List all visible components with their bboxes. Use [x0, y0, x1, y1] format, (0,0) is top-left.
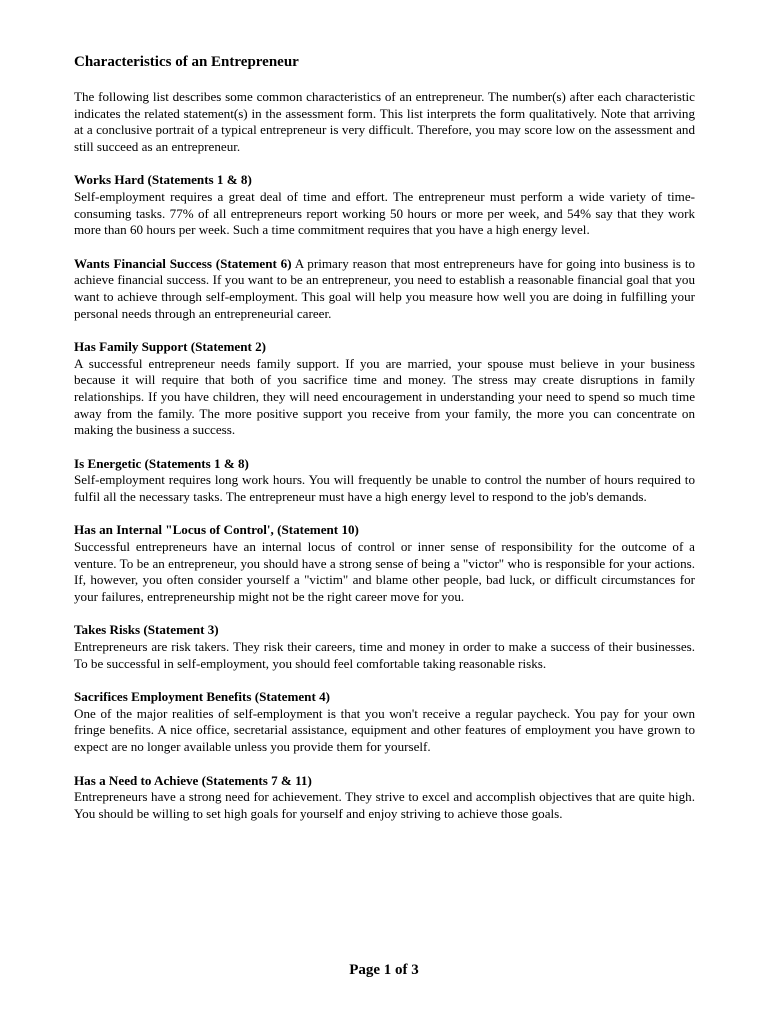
section-body: Self-employment requires a great deal of time and effort. The entrepreneur must perform a wide variety of time-consuming tasks. 77% of all entrepreneurs report working 50 hours or more per week, and 54% say that they work more than 60 hours per week. Such a time commitment requires that you have a high energy level. [74, 188, 695, 238]
section-body: A successful entrepreneur needs family support. If you are married, your spouse must believe in your business because it will require that both of you sacrifice time and money. The stress may create disruptions in family relationships. If you have children, they will need encouragement in understanding your need to spend so much time away from the family. The more positive support you receive from your family, the more you can concentrate on making the business a success. [74, 355, 695, 438]
section-body: Entrepreneurs have a strong need for achievement. They strive to excel and accomplish objectives that are quite high. You should be willing to set high goals for yourself and enjoy striving to achieve those goals. [74, 789, 695, 821]
section-takes-risks [74, 622, 695, 672]
section-family-support [74, 339, 695, 439]
section-locus-of-control [74, 522, 695, 605]
section-heading: Wants Financial Success (Statement 6) [74, 255, 292, 271]
section-body: A primary reason that most entrepreneurs have for going into business is to achieve financial success. If you want to be an entrepreneur, you need to establish a reasonable financial goal that you want to achieve through self-employment. This goal will help you measure how well you are doing in fulfilling your personal needs through an entrepreneurial career. [74, 255, 695, 321]
section-works-hard [74, 172, 695, 238]
document-title: Characteristics of an Entrepreneur [74, 54, 299, 70]
section-heading: Has a Need to Achieve (Statements 7 & 11) [74, 772, 312, 788]
page-number: Page 1 of 3 [349, 962, 419, 978]
section-employment-benefits [74, 689, 695, 755]
section-heading: Has Family Support (Statement 2) [74, 339, 267, 355]
section-body: Successful entrepreneurs have an internal locus of control or inner sense of responsibility for the outcome of a venture. To be an entrepreneur, you should have a strong sense of being a "victor" who is responsible for your actions. If, however, you often consider yourself a "victim" and blame other people, bad luck, or difficult circumstances for your failures, entrepreneurship might not be the right career move for you. [74, 539, 695, 604]
section-heading: Sacrifices Employment Benefits (Statement 4) [74, 689, 330, 705]
section-heading: Is Energetic (Statements 1 & 8) [74, 455, 249, 471]
section-heading: Has an Internal "Locus of Control', (Statement 10) [74, 522, 359, 538]
intro-paragraph: The following list describes some common characteristics of an entrepreneur. The number(s) after each characteristic indicates the related statement(s) in the assessment form. This list interprets the form qualitatively. Note that arriving at a conclusive portrait of a typical entrepreneur is very difficult. Therefore, you may score low on the assessment and still succeed as an entrepreneur. [74, 89, 695, 154]
section-body: Self-employment requires long work hours. You will frequently be unable to control the number of hours required to fulfil all the necessary tasks. The entrepreneur must have a high energy level to respond to the job's demands. [74, 472, 695, 504]
section-heading: Takes Risks (Statement 3) [74, 622, 219, 638]
section-body: One of the major realities of self-employment is that you won't receive a regular paycheck. You pay for your own fringe benefits. A nice office, secretarial assistance, equipment and other features of employment you have grown to expect are no longer available unless you provide them for yourself. [74, 705, 695, 754]
section-heading: Works Hard (Statements 1 & 8) [74, 172, 252, 188]
section-need-to-achieve [74, 773, 695, 823]
section-energetic [74, 456, 695, 506]
document-page [74, 52, 695, 839]
section-financial-success [74, 256, 695, 322]
section-body: Entrepreneurs are risk takers. They risk their careers, time and money in order to make a success of their businesses. To be successful in self-employment, you should feel comfortable taking reasonable risks. [74, 639, 695, 671]
